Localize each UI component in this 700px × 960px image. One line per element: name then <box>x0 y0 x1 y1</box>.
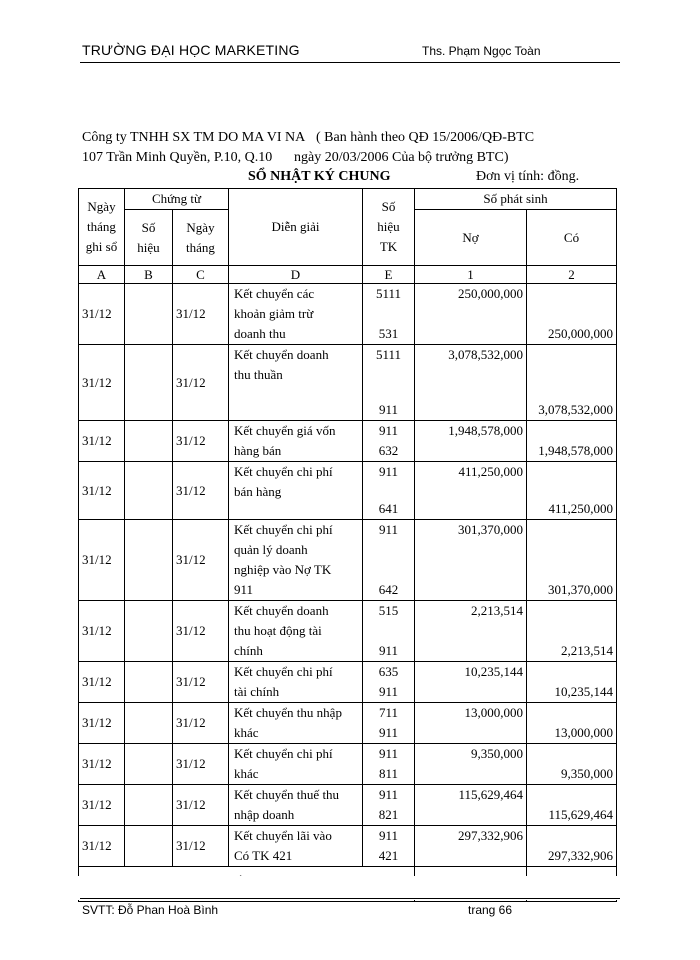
row-voucher-no <box>125 744 173 785</box>
row-account <box>363 744 415 785</box>
row-description <box>229 785 363 826</box>
row-date: 31/12 <box>79 703 125 744</box>
row-credit: 10,235,144 <box>527 662 617 703</box>
description-line: Kết chuyển chi phí <box>234 522 333 537</box>
journal-row <box>79 601 617 662</box>
account-debit: 911 <box>378 464 399 479</box>
account-credit: 821 <box>378 807 399 822</box>
col-account-header: Số hiệu TK <box>363 189 415 266</box>
account-credit: 911 <box>378 643 399 658</box>
code-row <box>79 266 617 284</box>
row-date: 31/12 <box>79 785 125 826</box>
row-credit: 3,078,532,000 <box>527 345 617 421</box>
row-voucher-date: 31/12 <box>173 785 229 826</box>
col-credit-header: Có <box>527 210 617 266</box>
account-credit: 811 <box>378 766 399 781</box>
code-cell: D <box>229 266 363 284</box>
row-voucher-date: 31/12 <box>173 826 229 867</box>
account-debit: 635 <box>378 664 399 679</box>
description-line: Kết chuyển các <box>234 286 315 301</box>
code-cell: B <box>125 266 173 284</box>
description-line: Có TK 421 <box>234 848 293 863</box>
account-credit: 641 <box>378 501 399 516</box>
row-credit: 301,370,000 <box>527 520 617 601</box>
row-voucher-date: 31/12 <box>173 462 229 520</box>
account-credit: 421 <box>378 848 399 863</box>
description-line: Kết chuyển doanh <box>234 603 329 618</box>
account-credit: 531 <box>378 326 399 341</box>
row-debit: 10,235,144 <box>415 662 527 703</box>
row-debit: 13,000,000 <box>415 703 527 744</box>
row-description <box>229 662 363 703</box>
row-description <box>229 345 363 421</box>
row-description <box>229 744 363 785</box>
journal-row <box>79 826 617 867</box>
row-voucher-no <box>125 703 173 744</box>
description-line: chính <box>234 643 263 658</box>
row-debit: 411,250,000 <box>415 462 527 520</box>
description-line: Kết chuyển lãi vào <box>234 828 332 843</box>
code-cell: E <box>363 266 415 284</box>
row-credit: 250,000,000 <box>527 284 617 345</box>
row-description <box>229 520 363 601</box>
row-account <box>363 345 415 421</box>
account-credit: 911 <box>378 725 399 740</box>
row-debit: 3,078,532,000 <box>415 345 527 421</box>
row-debit: 2,213,514 <box>415 601 527 662</box>
journal-table <box>78 188 617 902</box>
footer-student: SVTT: Đỗ Phan Hoà Bình <box>82 903 219 917</box>
row-date: 31/12 <box>79 421 125 462</box>
footer-rule <box>80 898 620 899</box>
description-line: Kết chuyển chi phí <box>234 664 333 679</box>
description-line: khác <box>234 725 259 740</box>
row-description <box>229 826 363 867</box>
row-description <box>229 421 363 462</box>
account-debit: 5111 <box>375 286 402 301</box>
journal-row <box>79 345 617 421</box>
row-credit: 115,629,464 <box>527 785 617 826</box>
account-credit: 632 <box>378 443 399 458</box>
account-debit: 911 <box>378 423 399 438</box>
row-date: 31/12 <box>79 826 125 867</box>
row-description <box>229 462 363 520</box>
account-credit: 642 <box>378 582 399 597</box>
account-debit: 911 <box>378 746 399 761</box>
row-voucher-no <box>125 421 173 462</box>
description-line: tài chính <box>234 684 280 699</box>
journal-row <box>79 662 617 703</box>
company-address: 107 Trần Minh Quyền, P.10, Q.10 <box>82 150 273 165</box>
row-account <box>363 421 415 462</box>
journal-row <box>79 421 617 462</box>
col-amount-header: Số phát sinh <box>415 189 617 210</box>
row-account <box>363 826 415 867</box>
row-description <box>229 703 363 744</box>
description-line: thu hoạt động tài <box>234 623 322 638</box>
row-voucher-date: 31/12 <box>173 601 229 662</box>
code-cell: 2 <box>527 266 617 284</box>
regulation-line2: ngày 20/03/2006 Của bộ trưởng BTC) <box>294 150 509 165</box>
account-debit: 711 <box>378 705 399 720</box>
row-account <box>363 520 415 601</box>
page-title: SỔ NHẬT KÝ CHUNG <box>248 169 391 184</box>
row-date: 31/12 <box>79 345 125 421</box>
row-voucher-no <box>125 826 173 867</box>
row-date: 31/12 <box>79 284 125 345</box>
row-date: 31/12 <box>79 744 125 785</box>
col-voucher-date-header: Ngày tháng <box>173 210 229 266</box>
row-voucher-no <box>125 662 173 703</box>
row-credit: 13,000,000 <box>527 703 617 744</box>
row-voucher-no <box>125 284 173 345</box>
col-debit-header: Nợ <box>415 210 527 266</box>
journal-row <box>79 462 617 520</box>
description-line: doanh thu <box>234 326 286 341</box>
row-date: 31/12 <box>79 520 125 601</box>
row-debit: 250,000,000 <box>415 284 527 345</box>
row-description <box>229 284 363 345</box>
row-account <box>363 785 415 826</box>
row-debit: 1,948,578,000 <box>415 421 527 462</box>
row-voucher-no <box>125 462 173 520</box>
description-line: nghiệp vào Nợ TK <box>234 562 332 577</box>
col-voucher-header: Chứng từ <box>125 189 229 210</box>
account-credit: 911 <box>378 684 399 699</box>
description-line: Kết chuyển chi phí <box>234 746 333 761</box>
page-cut-mask <box>0 876 700 900</box>
code-cell: A <box>79 266 125 284</box>
account-debit: 5111 <box>375 347 402 362</box>
row-voucher-no <box>125 785 173 826</box>
description-line: Kết chuyển thu nhập <box>234 705 342 720</box>
row-voucher-date: 31/12 <box>173 744 229 785</box>
account-debit: 515 <box>378 603 399 618</box>
row-debit: 301,370,000 <box>415 520 527 601</box>
col-desc-header: Diễn giải <box>229 189 363 266</box>
description-line: khoản giảm trừ <box>234 306 314 321</box>
description-line: thu thuần <box>234 367 283 382</box>
row-credit: 2,213,514 <box>527 601 617 662</box>
row-account <box>363 703 415 744</box>
description-line: Kết chuyển giá vốn <box>234 423 336 438</box>
description-line: bán hàng <box>234 484 282 499</box>
company-name: Công ty TNHH SX TM DO MA VI NA <box>82 130 306 145</box>
col-voucher-no-header: Số hiệu <box>125 210 173 266</box>
header-row-1 <box>79 189 617 210</box>
description-line: Kết chuyển chi phí <box>234 464 333 479</box>
row-account <box>363 601 415 662</box>
row-voucher-date: 31/12 <box>173 421 229 462</box>
account-debit: 911 <box>378 787 399 802</box>
description-line: nhập doanh <box>234 807 295 822</box>
row-voucher-date: 31/12 <box>173 345 229 421</box>
row-credit: 411,250,000 <box>527 462 617 520</box>
header-school: TRƯỜNG ĐẠI HỌC MARKETING <box>82 42 300 58</box>
description-line: Kết chuyển thuế thu <box>234 787 340 802</box>
regulation-line1: ( Ban hành theo QĐ 15/2006/QĐ-BTC <box>316 130 535 145</box>
row-account <box>363 662 415 703</box>
currency-unit: Đơn vị tính: đồng. <box>476 169 580 184</box>
row-credit: 1,948,578,000 <box>527 421 617 462</box>
description-line: khác <box>234 766 259 781</box>
journal-row <box>79 703 617 744</box>
description-line: hàng bán <box>234 443 282 458</box>
description-line: quản lý doanh <box>234 542 308 557</box>
header-rule <box>80 62 620 63</box>
description-line: 911 <box>234 582 254 597</box>
description-line: Kết chuyển doanh <box>234 347 329 362</box>
row-date: 31/12 <box>79 601 125 662</box>
row-credit: 9,350,000 <box>527 744 617 785</box>
row-debit: 115,629,464 <box>415 785 527 826</box>
row-description <box>229 601 363 662</box>
header-author: Ths. Phạm Ngọc Toàn <box>422 44 541 58</box>
row-voucher-date: 31/12 <box>173 703 229 744</box>
row-debit: 9,350,000 <box>415 744 527 785</box>
account-debit: 911 <box>378 828 399 843</box>
journal-row <box>79 284 617 345</box>
account-debit: 911 <box>378 522 399 537</box>
row-date: 31/12 <box>79 462 125 520</box>
row-date: 31/12 <box>79 662 125 703</box>
journal-row <box>79 744 617 785</box>
row-voucher-no <box>125 601 173 662</box>
code-cell: 1 <box>415 266 527 284</box>
journal-row <box>79 520 617 601</box>
row-debit: 297,332,906 <box>415 826 527 867</box>
journal-row <box>79 785 617 826</box>
row-voucher-no <box>125 345 173 421</box>
row-voucher-no <box>125 520 173 601</box>
account-credit: 911 <box>378 402 399 417</box>
row-voucher-date: 31/12 <box>173 284 229 345</box>
col-date-header: Ngày tháng ghi sổ <box>79 189 125 266</box>
row-voucher-date: 31/12 <box>173 662 229 703</box>
footer-page: trang 66 <box>468 903 513 917</box>
code-cell: C <box>173 266 229 284</box>
row-credit: 297,332,906 <box>527 826 617 867</box>
row-account <box>363 284 415 345</box>
row-voucher-date: 31/12 <box>173 520 229 601</box>
row-account <box>363 462 415 520</box>
